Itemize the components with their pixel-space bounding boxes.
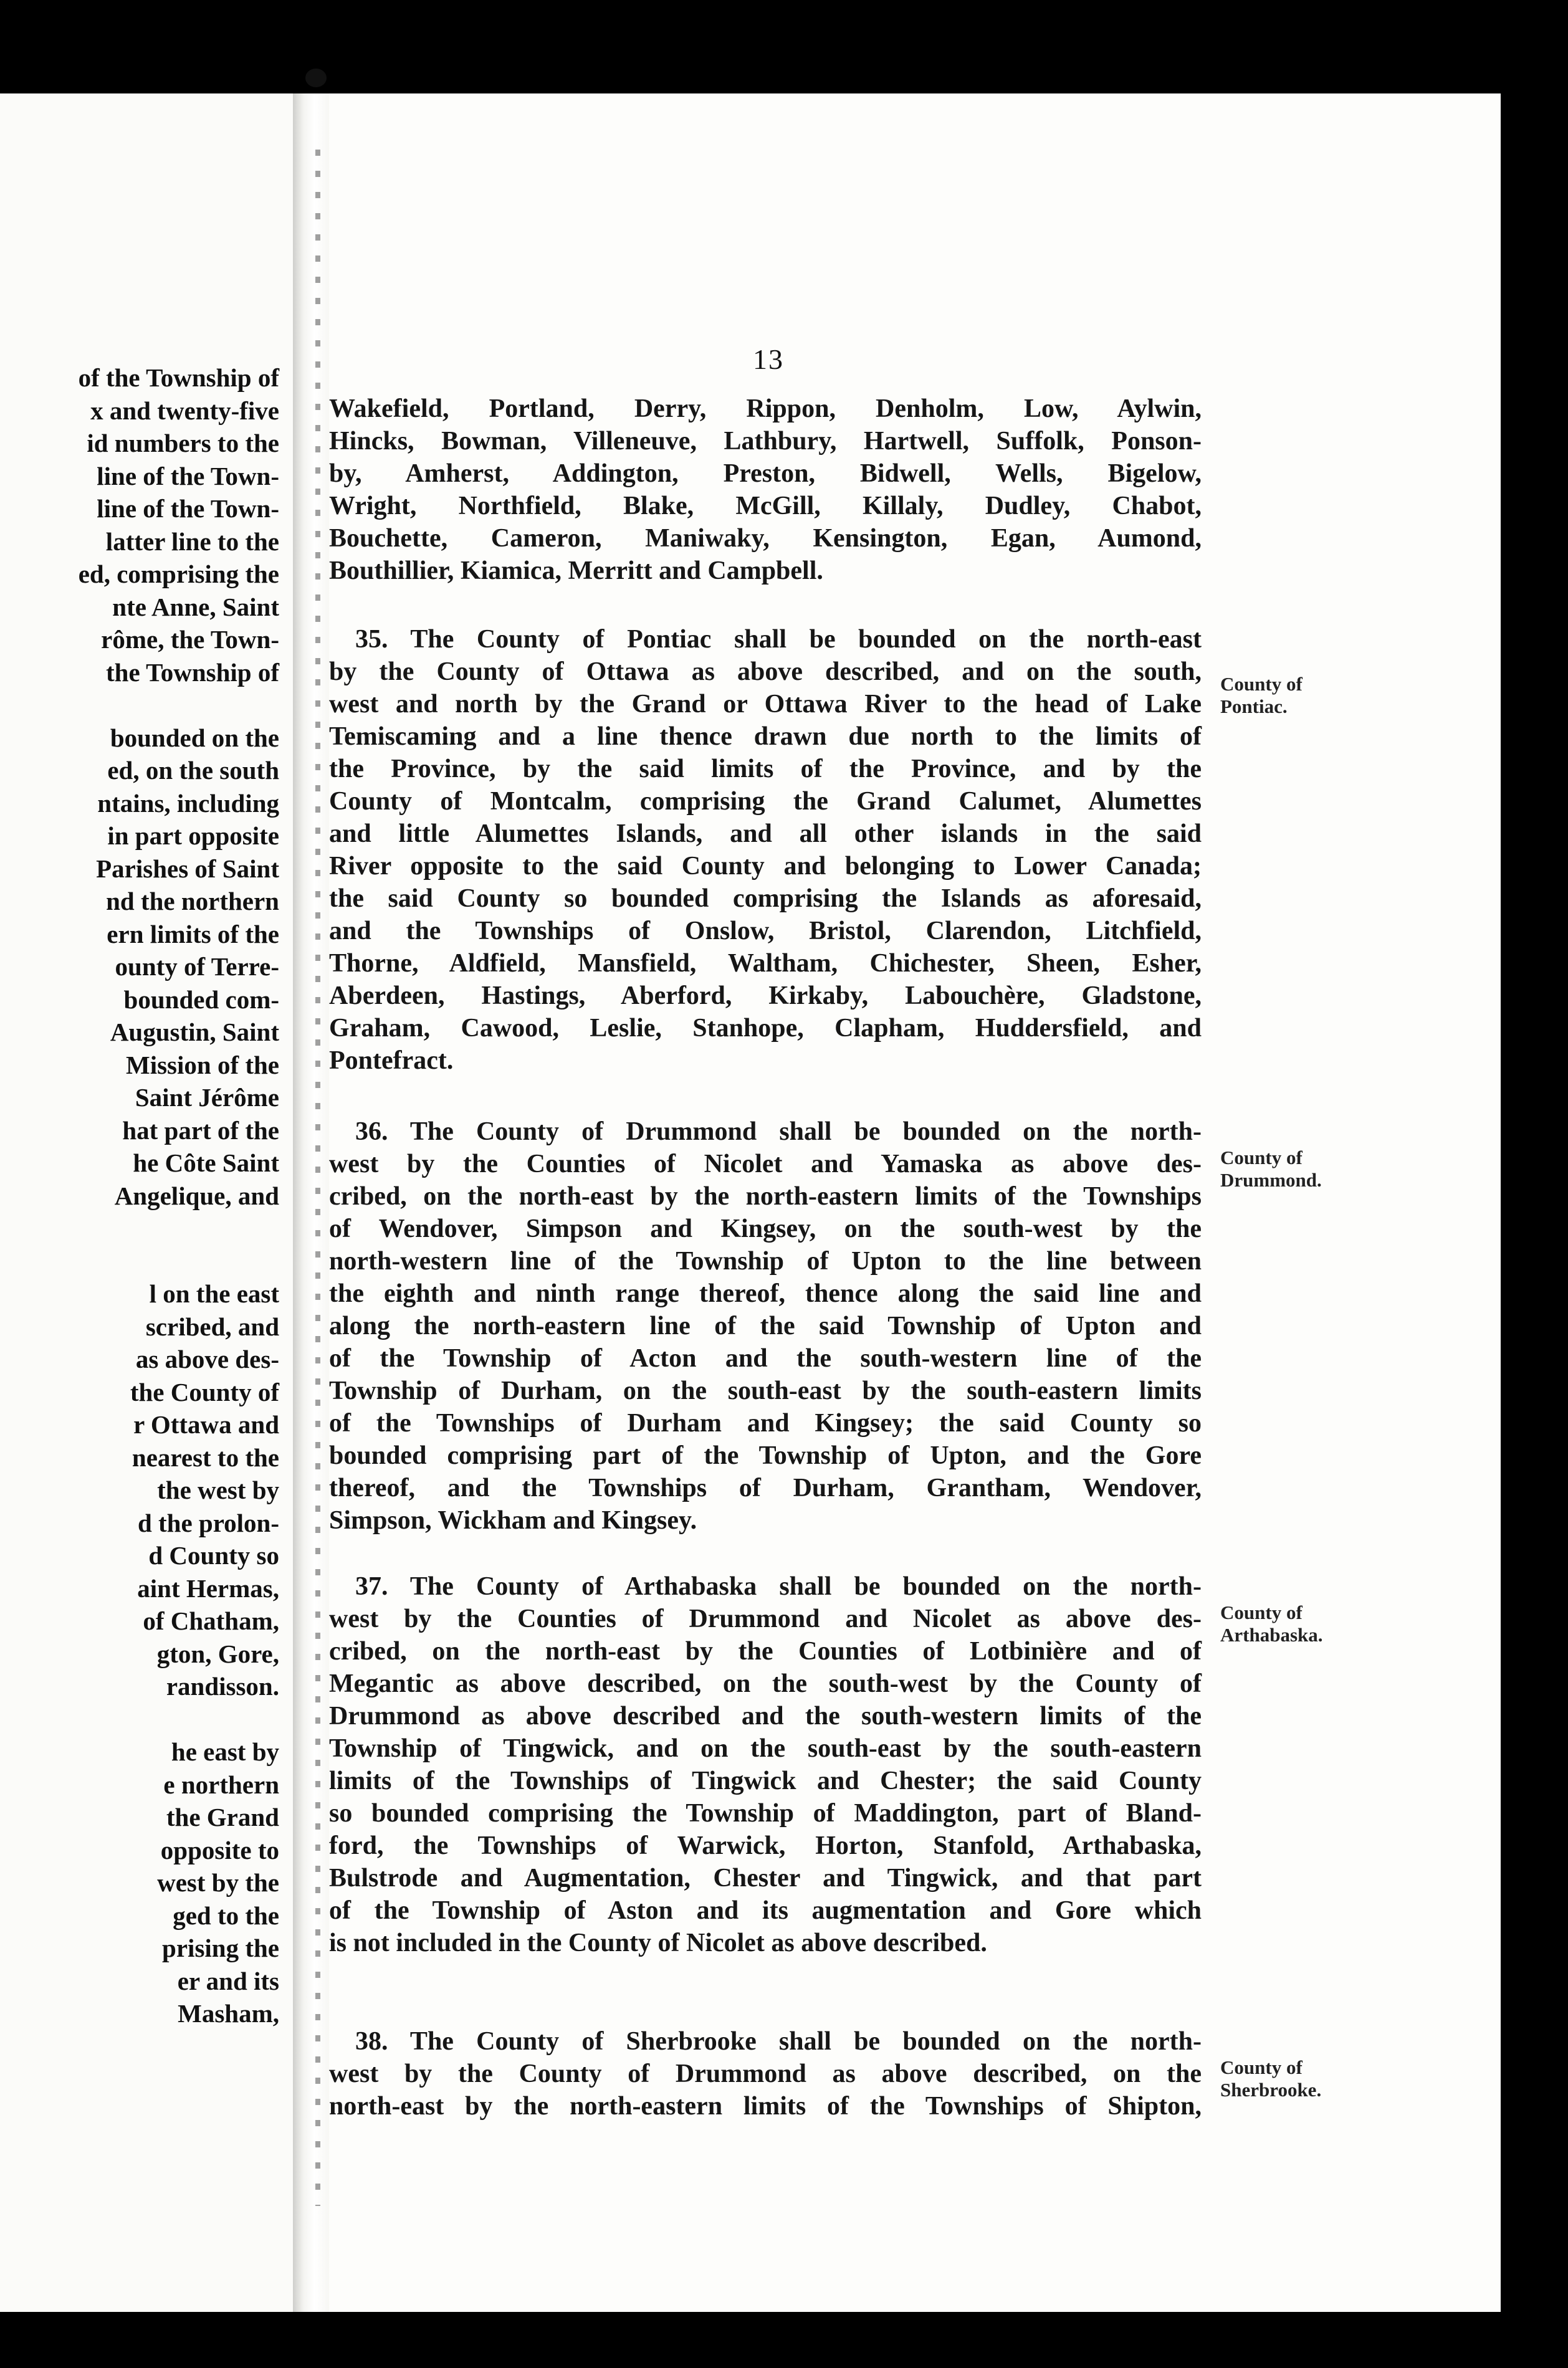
- left-page-line: id numbers to the: [87, 429, 279, 457]
- text-line: bounded comprising part of the Township of Upton, and the Gore: [329, 1441, 1202, 1470]
- left-page-line: the Grand: [166, 1803, 279, 1831]
- left-page-line: er and its: [177, 1966, 279, 1995]
- text-line: of the Township of Aston and its augmentation and Gore which: [329, 1896, 1202, 1925]
- text-line: the said County so bounded comprising the Islands as aforesaid,: [329, 884, 1202, 913]
- paragraph-37: [329, 1570, 1202, 1959]
- text-line: the eighth and ninth range thereof, thence along the said line and: [329, 1279, 1202, 1308]
- text-line: by, Amherst, Addington, Preston, Bidwell, Wells, Bigelow,: [329, 459, 1202, 488]
- text-line: north-east by the north-eastern limits of the Townships of Shipton,: [329, 2092, 1202, 2121]
- text-line: cribed, on the north-east by the north-eastern limits of the Townships: [329, 1182, 1202, 1211]
- scan-border-right: [1501, 93, 1568, 2312]
- left-page-line: l on the east: [149, 1279, 279, 1308]
- paragraph-34-continuation: [329, 393, 1202, 587]
- left-page-line: bounded on the: [110, 723, 279, 752]
- left-page-line: Mission of the: [126, 1050, 279, 1079]
- text-line: 35. The County of Pontiac shall be bounded on the north-east: [355, 625, 1202, 654]
- left-page-line: e northern: [163, 1770, 279, 1799]
- left-page-line: ed, on the south: [107, 756, 279, 785]
- left-page-line: scribed, and: [145, 1312, 279, 1341]
- text-line: of Wendover, Simpson and Kingsey, on the south-west by the: [329, 1215, 1202, 1243]
- text-line: cribed, on the north-east by the Counties of Lotbinière and of: [329, 1637, 1202, 1666]
- left-page-line: x and twenty-five: [90, 396, 279, 425]
- text-line: west and north by the Grand or Ottawa River to the head of Lake: [329, 690, 1202, 719]
- text-line: Bouthillier, Kiamica, Merritt and Campbell.: [329, 556, 823, 585]
- left-page-line: ern limits of the: [107, 919, 279, 948]
- page-body: [329, 93, 1501, 2312]
- left-page-line: Augustin, Saint: [110, 1018, 279, 1046]
- margin-note-sherbrooke: [1220, 2056, 1470, 2101]
- page-number: 13: [753, 343, 784, 375]
- margin-note-arthabaska: [1220, 1602, 1470, 1646]
- left-page-line: Parishes of Saint: [96, 854, 279, 883]
- text-line: west by the Counties of Drummond and Nicolet as above des-: [329, 1605, 1202, 1633]
- text-line: of the Townships of Durham and Kingsey; the said County so: [329, 1409, 1202, 1438]
- text-line: thereof, and the Townships of Durham, Grantham, Wendover,: [329, 1474, 1202, 1502]
- left-page-line: [0, 1703, 293, 1736]
- text-line: Township of Durham, on the south-east by the south-eastern limits: [329, 1377, 1202, 1405]
- text-line: 37. The County of Arthabaska shall be bounded on the north-: [355, 1572, 1202, 1601]
- left-page-line: randisson.: [166, 1672, 279, 1701]
- text-line: Thorne, Aldfield, Mansfield, Waltham, Chichester, Sheen, Esher,: [329, 949, 1202, 978]
- margin-note-drummond: [1220, 1147, 1470, 1191]
- margin-note-pontiac: [1220, 673, 1470, 718]
- left-page: [0, 93, 293, 2312]
- left-page-line: d the prolon-: [137, 1508, 279, 1537]
- text-line: Wakefield, Portland, Derry, Rippon, Denholm, Low, Aylwin,: [329, 394, 1202, 423]
- text-line: River opposite to the said County and belonging to Lower Canada;: [329, 852, 1202, 881]
- margin-note-line: County of: [1220, 673, 1303, 695]
- left-page-line: line of the Town-: [97, 494, 279, 523]
- left-page-line: of the Township of: [78, 363, 279, 392]
- left-page-line: the Township of: [105, 657, 279, 687]
- margin-note-line: County of: [1220, 1147, 1303, 1168]
- left-page-line: nearest to the: [131, 1443, 279, 1472]
- left-page-line: the west by: [157, 1476, 279, 1504]
- left-page-line: the County of: [130, 1377, 279, 1406]
- text-line: Simpson, Wickham and Kingsey.: [329, 1506, 697, 1535]
- left-page-line: d County so: [148, 1541, 279, 1570]
- text-line: Township of Tingwick, and on the south-east by the south-eastern: [329, 1734, 1202, 1763]
- text-line: Bouchette, Cameron, Maniwaky, Kensington, Egan, Aumond,: [329, 524, 1202, 553]
- text-line: Pontefract.: [329, 1046, 454, 1075]
- left-page-line: ged to the: [173, 1901, 279, 1930]
- text-line: of the Township of Acton and the south-western line of the: [329, 1344, 1202, 1373]
- margin-note-line: County of: [1220, 1602, 1303, 1623]
- text-line: north-western line of the Township of Upton to the line between: [329, 1247, 1202, 1276]
- left-page-line: [0, 1212, 293, 1245]
- ink-blot: [305, 69, 327, 87]
- text-line: and the Townships of Onslow, Bristol, Clarendon, Litchfield,: [329, 917, 1202, 945]
- left-page-line: prising the: [162, 1934, 279, 1962]
- text-line: ford, the Townships of Warwick, Horton, Stanfold, Arthabaska,: [329, 1831, 1202, 1860]
- margin-note-line: Arthabaska.: [1220, 1624, 1323, 1646]
- text-line: is not included in the County of Nicolet as above described.: [329, 1929, 987, 1957]
- text-line: Graham, Cawood, Leslie, Stanhope, Clapham, Huddersfield, and: [329, 1014, 1202, 1043]
- left-page-line: he Côte Saint: [133, 1148, 279, 1177]
- margin-note-line: Sherbrooke.: [1220, 2079, 1322, 2101]
- text-line: west by the Counties of Nicolet and Yamaska as above des-: [329, 1150, 1202, 1178]
- text-line: County of Montcalm, comprising the Grand Calumet, Alumettes: [329, 787, 1202, 816]
- left-page-line: rôme, the Town-: [101, 625, 279, 654]
- text-line: the Province, by the said limits of the Province, and by the: [329, 755, 1202, 783]
- left-page-line: nd the northern: [106, 887, 279, 915]
- left-page-line: Angelique, and: [114, 1181, 279, 1210]
- text-line: west by the County of Drummond as above described, on the: [329, 2060, 1202, 2088]
- paragraph-36: [329, 1115, 1202, 1537]
- margin-note-line: County of: [1220, 2056, 1303, 2078]
- text-line: Bulstrode and Augmentation, Chester and Tingwick, and that part: [329, 1864, 1202, 1893]
- left-page-line: he east by: [171, 1737, 279, 1766]
- left-page-line: gton, Gore,: [156, 1639, 279, 1668]
- paragraph-38: [329, 2025, 1202, 2122]
- text-line: and little Alumettes Islands, and all other islands in the said: [329, 819, 1202, 848]
- margin-note-line: Drummond.: [1220, 1169, 1322, 1191]
- text-line: Temiscaming and a line thence drawn due north to the limits of: [329, 722, 1202, 751]
- left-page-line: [0, 1245, 293, 1278]
- text-line: by the County of Ottawa as above described, and on the south,: [329, 657, 1202, 686]
- right-page: [329, 93, 1501, 2312]
- left-page-text: [0, 361, 293, 2030]
- left-page-line: Saint Jérôme: [135, 1083, 279, 1112]
- left-page-line: Masham,: [178, 1999, 279, 2028]
- left-page-line: hat part of the: [122, 1115, 279, 1145]
- left-page-line: in part opposite: [107, 821, 279, 850]
- left-page-line: west by the: [157, 1868, 279, 1897]
- text-line: Megantic as above described, on the south-west by the County of: [329, 1669, 1202, 1698]
- margin-note-line: Pontiac.: [1220, 695, 1288, 717]
- text-line: along the north-eastern line of the said Township of Upton and: [329, 1312, 1202, 1340]
- text-line: Hincks, Bowman, Villeneuve, Lathbury, Hartwell, Suffolk, Ponson-: [329, 427, 1202, 456]
- text-line: Aberdeen, Hastings, Aberford, Kirkaby, Labouchère, Gladstone,: [329, 981, 1202, 1010]
- text-line: 36. The County of Drummond shall be bounded on the north-: [355, 1117, 1202, 1146]
- paragraph-35: [329, 623, 1202, 1077]
- book-gutter: [293, 93, 329, 2312]
- left-page-line: ntains, including: [97, 788, 279, 818]
- left-page-line: as above des-: [135, 1345, 279, 1373]
- left-page-line: of Chatham,: [143, 1607, 279, 1635]
- left-page-line: latter line to the: [105, 527, 279, 556]
- left-page-line: bounded com-: [123, 985, 279, 1014]
- left-page-line: r Ottawa and: [133, 1410, 279, 1439]
- text-line: Drummond as above described and the south-western limits of the: [329, 1702, 1202, 1731]
- text-line: 38. The County of Sherbrooke shall be bounded on the north-: [355, 2027, 1202, 2056]
- text-line: Wright, Northfield, Blake, McGill, Killaly, Dudley, Chabot,: [329, 492, 1202, 520]
- left-page-line: nte Anne, Saint: [112, 592, 279, 621]
- left-page-line: ed, comprising the: [78, 560, 279, 588]
- left-page-line: ounty of Terre-: [115, 952, 279, 981]
- left-page-line: aint Hermas,: [137, 1573, 279, 1603]
- left-page-line: line of the Town-: [97, 461, 279, 490]
- left-page-line: opposite to: [160, 1835, 279, 1864]
- text-line: limits of the Townships of Tingwick and Chester; the said County: [329, 1767, 1202, 1795]
- text-line: so bounded comprising the Township of Maddington, part of Bland-: [329, 1799, 1202, 1828]
- binding-crease: [315, 150, 320, 2206]
- left-page-line: [0, 689, 293, 722]
